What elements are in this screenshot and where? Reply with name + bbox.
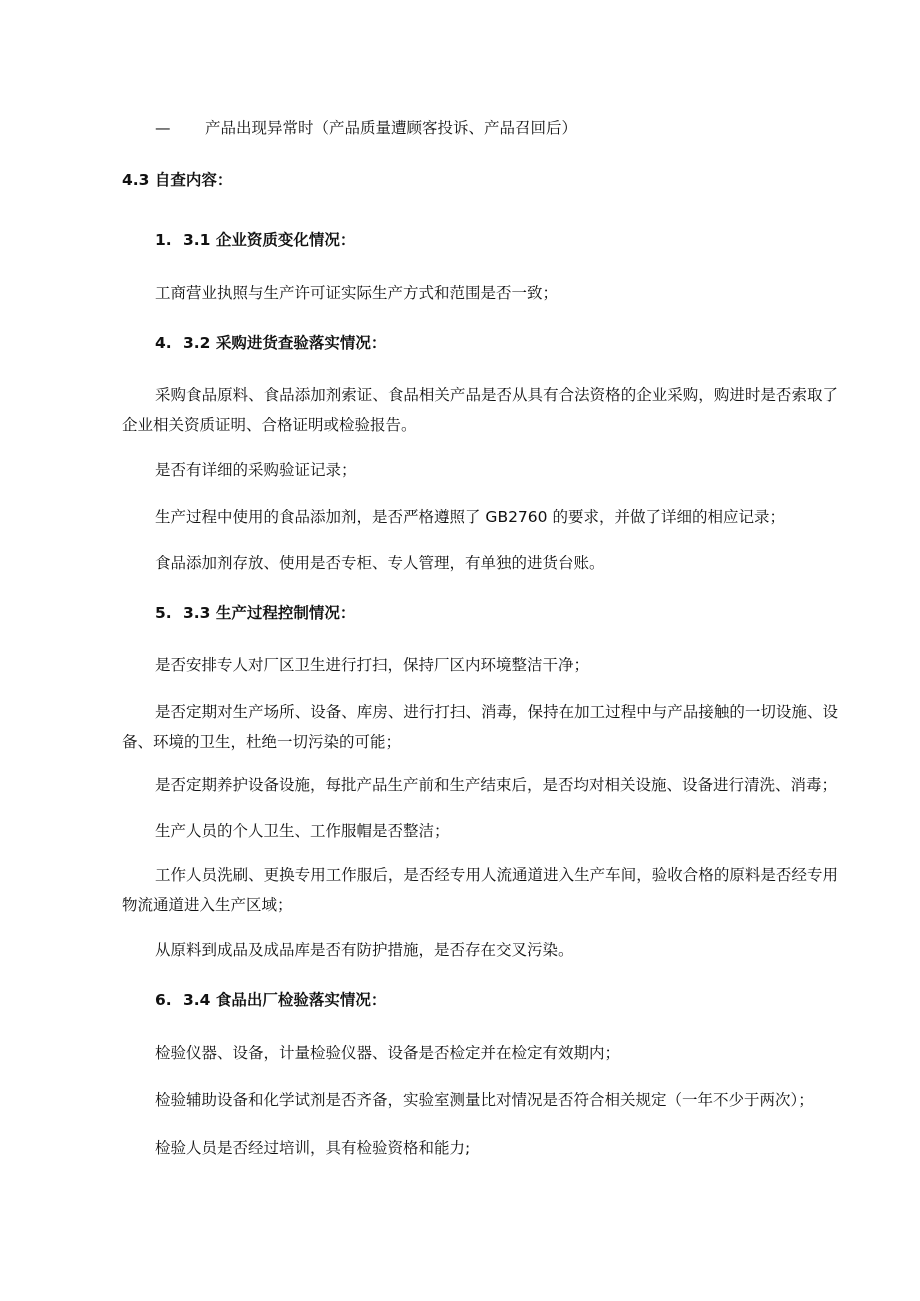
paragraph: 是否定期对生产场所、设备、库房、进行打扫、消毒，保持在加工过程中与产品接触的一切设施、设备、环境的卫生，杜绝一切污染的可能； <box>122 703 838 751</box>
subsection-heading-3-3 <box>155 603 355 623</box>
paragraph: 是否定期养护设备设施，每批产品生产前和生产结束后，是否均对相关设施、设备进行清洗、消毒； <box>155 776 838 794</box>
list-number: 1. <box>155 231 172 249</box>
dash-mark: — <box>155 119 171 137</box>
subsection-heading-3-1 <box>155 230 355 250</box>
list-number: 4. <box>155 334 172 352</box>
paragraph: 食品添加剂存放、使用是否专柜、专人管理，有单独的进货台账。 <box>155 554 605 572</box>
paragraph: 检验仪器、设备，计量检验仪器、设备是否检定并在检定有效期内； <box>155 1044 621 1062</box>
paragraph: 工作人员洗刷、更换专用工作服后，是否经专用人流通道进入生产车间，验收合格的原料是否经专用物流通道进入生产区域； <box>122 866 838 914</box>
subsection-title: 3.3 生产过程控制情况： <box>183 604 356 622</box>
subsection-heading-3-2 <box>155 333 386 353</box>
paragraph: 检验辅助设备和化学试剂是否齐备，实验室测量比对情况是否符合相关规定（一年不少于两次）； <box>155 1091 814 1109</box>
paragraph: 工商营业执照与生产许可证实际生产方式和范围是否一致； <box>155 284 559 302</box>
subsection-heading-3-4 <box>155 990 386 1010</box>
intro-line <box>155 118 577 138</box>
paragraph: 检验人员是否经过培训，具有检验资格和能力; <box>155 1139 471 1157</box>
paragraph: 是否有详细的采购验证记录； <box>155 461 357 479</box>
section-heading: 4.3 自查内容： <box>122 171 233 189</box>
paragraph: 是否安排专人对厂区卫生进行打扫，保持厂区内环境整洁干净； <box>155 656 590 674</box>
paragraph: 生产过程中使用的食品添加剂，是否严格遵照了 GB2760 的要求，并做了详细的相应记录； <box>155 508 785 526</box>
paragraph: 生产人员的个人卫生、工作服帽是否整洁； <box>155 822 450 840</box>
intro-text: 产品出现异常时（产品质量遭顾客投诉、产品召回后） <box>205 119 578 137</box>
subsection-title: 3.4 食品出厂检验落实情况： <box>183 991 387 1009</box>
paragraph: 采购食品原料、食品添加剂索证、食品相关产品是否从具有合法资格的企业采购，购进时是否索取了企业相关资质证明、合格证明或检验报告。 <box>122 386 838 434</box>
list-number: 5. <box>155 604 172 622</box>
list-number: 6. <box>155 991 172 1009</box>
subsection-title: 3.1 企业资质变化情况： <box>183 231 356 249</box>
subsection-title: 3.2 采购进货查验落实情况： <box>183 334 387 352</box>
paragraph: 从原料到成品及成品库是否有防护措施，是否存在交叉污染。 <box>155 941 574 959</box>
